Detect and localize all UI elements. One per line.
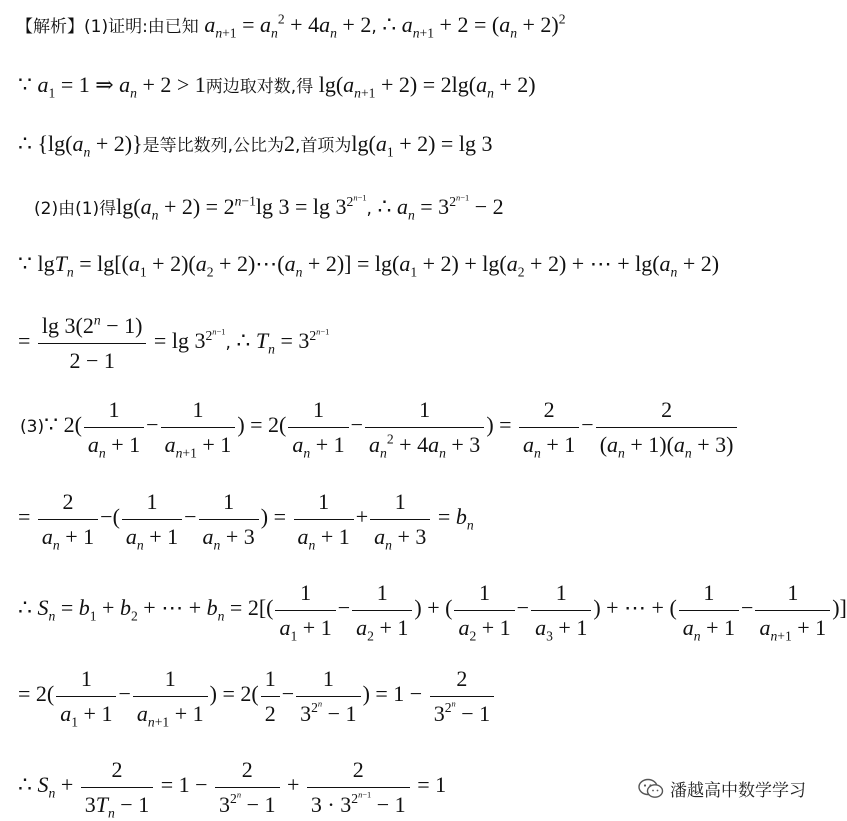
solution-line-3: ∴ $\{\lg(a_n + 2)\}$是等比数列,公比为2,首项为$\lg(a_1 + 2) = \lg 3$ — [18, 131, 493, 160]
solution-line-1: 【解析】(1)证明:由已知 $a_{n+1} = a_n^2 + 4a_n + 2$, ∴ $a_{n+1} + 2 = (a_n + 2)^2$ — [16, 11, 566, 41]
solution-line-2: ∵ $a_1 = 1$ ⇒ $a_n + 2 > 1$两边取对数,得 $\lg(a_{n+1} + 2) = 2\lg(a_n + 2)$ — [18, 72, 536, 101]
solution-line-10: = 2( $\frac{1}{a_1 + 1}$ − $\frac{1}{a_{n+1} + 1}$ ) = 2( $\frac{1}{2}$ − $\frac{1}{3^{2^n} - 1}$ ) = 1 − $\frac{2}{3^{2^n} - 1}$ — [18, 665, 496, 727]
solution-line-11: ∴ $S_n$ + $\frac{2}{3T_n - 1}$ = 1 − $\frac{2}{3^{2^n} - 1}$ + $\frac{2}{3 \cdot 3^{2^{n-1}} - 1}$ = 1 — [18, 757, 447, 820]
watermark-text: 潘越高中数学学习 — [670, 781, 806, 801]
wechat-icon — [638, 778, 664, 800]
solution-line-9: ∴ $S_n = b_1 + b_2$ + ⋯ + $b_n = 2$[( $\frac{1}{a_1 + 1}$ − $\frac{1}{a_2 + 1}$ ) + ( $\frac{1}{a_2 + 1}$ − $\frac{1}{a_3 + 1}$ ) + ⋯ + ( $\frac{1}{a_n + 1}$ − $\frac{1}{a_{n+1} + 1}$ )] — [18, 580, 847, 643]
solution-line-7: (3)∵ 2( $\frac{1}{a_n + 1}$ − $\frac{1}{a_{n+1} + 1}$ ) = 2( $\frac{1}{a_n + 1}$ − $\frac{1}{a_n^2 + 4a_n + 3}$ ) = $\frac{2}{a_n + 1}$ − $\frac{2}{(a_n + 1)(a_n + 3)}$ — [20, 396, 739, 458]
solution-line-6: = $\frac{\lg 3(2^n - 1)}{2 - 1}$ = $\lg 3^{2^{n-1}}$, ∴ $T_n = 3^{2^{n-1}}$ — [18, 312, 330, 373]
solution-line-8: = $\frac{2}{a_n + 1}$ −( $\frac{1}{a_n + 1}$ − $\frac{1}{a_n + 3}$ ) = $\frac{1}{a_n + 1}$ + $\frac{1}{a_n + 3}$ = $b_n$ — [18, 489, 474, 552]
solution-line-4: (2)由(1)得$\lg(a_n + 2) = 2^{n-1}\lg$ $3 = \lg 3^{2^{n-1}}$, ∴ $a_n = 3^{2^{n-1}} - 2$ — [34, 192, 504, 223]
analysis-label: 【解析】 — [16, 17, 84, 37]
solution-line-5: ∵ $\lg T_n = \lg[(a_1 + 2)(a_2$ + $2)\cdots(a_n + 2)] = \lg(a_1 + 2) + \lg(a_2 + 2)$ + ⋯ + $\lg(a_n + 2)$ — [18, 251, 720, 280]
watermark — [638, 776, 806, 801]
